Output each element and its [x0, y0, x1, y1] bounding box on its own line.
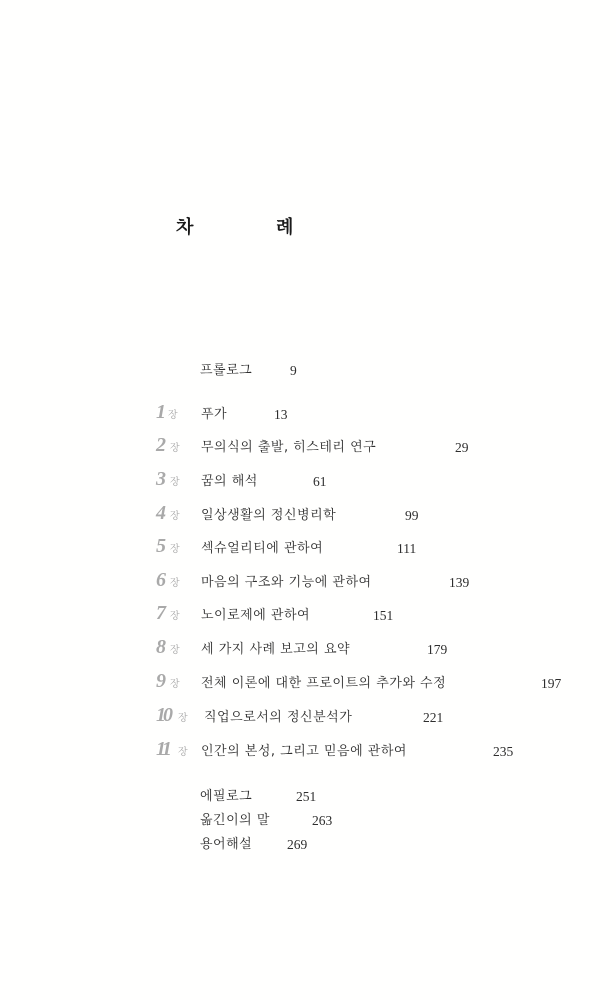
chapter-suffix: 장 — [170, 578, 180, 589]
toc-chapter-6[interactable] — [156, 569, 596, 594]
toc-chapter-8[interactable] — [156, 636, 596, 661]
chapter-page: 197 — [541, 676, 562, 691]
chapter-title: 직업으로서의 정신분석가 — [204, 710, 353, 725]
chapter-suffix: 장 — [170, 443, 180, 454]
chapter-suffix: 장 — [170, 611, 180, 622]
chapter-number: 7 — [156, 602, 164, 624]
toc-entry-page: 9 — [290, 363, 297, 378]
chapter-number: 5 — [156, 535, 164, 557]
toc-prologue[interactable] — [200, 360, 580, 382]
toc-chapter-2[interactable] — [156, 434, 596, 459]
toc-entry-label: 프롤로그 — [200, 363, 253, 378]
chapter-number: 3 — [156, 468, 164, 490]
chapter-suffix: 장 — [170, 511, 180, 522]
chapter-page: 13 — [274, 407, 288, 422]
toc-entry-page: 263 — [312, 813, 333, 828]
chapter-title: 마음의 구조와 기능에 관하여 — [201, 575, 372, 590]
chapter-number: 10 — [156, 704, 170, 726]
toc-chapter-7[interactable] — [156, 602, 596, 627]
toc-chapter-3[interactable] — [156, 468, 596, 493]
chapter-suffix: 장 — [170, 544, 180, 555]
title-char-1: 차 — [176, 217, 194, 238]
toc-entry-label: 에필로그 — [200, 789, 253, 804]
chapter-title: 푸가 — [201, 407, 228, 422]
chapter-page: 99 — [405, 508, 419, 523]
chapter-page: 139 — [449, 575, 470, 590]
toc-chapter-1[interactable] — [156, 401, 596, 426]
chapter-title: 무의식의 출발, 히스테리 연구 — [201, 440, 377, 455]
toc-translator-note[interactable] — [200, 810, 580, 832]
chapter-number: 6 — [156, 569, 164, 591]
chapter-page: 61 — [313, 474, 327, 489]
chapter-title: 세 가지 사례 보고의 요약 — [201, 642, 351, 657]
chapter-suffix: 장 — [178, 713, 188, 724]
page-title — [176, 213, 316, 243]
title-char-2: 례 — [276, 217, 294, 238]
chapter-suffix: 장 — [168, 410, 178, 421]
chapter-page: 29 — [455, 440, 469, 455]
chapter-page: 179 — [427, 642, 448, 657]
toc-chapter-10[interactable] — [156, 704, 596, 729]
toc-entry-page: 269 — [287, 837, 308, 852]
toc-chapter-11[interactable] — [156, 738, 596, 763]
chapter-title: 꿈의 해석 — [201, 474, 258, 489]
chapter-number: 11 — [156, 738, 169, 760]
chapter-title: 일상생활의 정신병리학 — [201, 508, 337, 523]
chapter-suffix: 장 — [170, 477, 180, 488]
chapter-suffix: 장 — [178, 747, 188, 758]
chapter-page: 151 — [373, 608, 394, 623]
chapter-title: 섹슈얼리티에 관하여 — [201, 541, 324, 556]
toc-entry-label: 용어해설 — [200, 837, 253, 852]
toc-glossary[interactable] — [200, 834, 580, 856]
chapter-title: 인간의 본성, 그리고 믿음에 관하여 — [201, 744, 407, 759]
toc-entry-page: 251 — [296, 789, 317, 804]
chapter-page: 235 — [493, 744, 514, 759]
chapter-title: 전체 이론에 대한 프로이트의 추가와 수정 — [201, 676, 447, 691]
toc-epilogue[interactable] — [200, 786, 580, 808]
chapter-suffix: 장 — [170, 679, 180, 690]
chapter-suffix: 장 — [170, 645, 180, 656]
chapter-number: 8 — [156, 636, 164, 658]
toc-entry-label: 옮긴이의 말 — [200, 813, 270, 828]
chapter-number: 2 — [156, 434, 164, 456]
chapter-number: 4 — [156, 502, 164, 524]
toc-chapter-9[interactable] — [156, 670, 596, 695]
toc-chapter-5[interactable] — [156, 535, 596, 560]
chapter-number: 1 — [156, 401, 164, 423]
chapter-page: 111 — [397, 541, 417, 556]
chapter-page: 221 — [423, 710, 444, 725]
chapter-title: 노이로제에 관하여 — [201, 608, 311, 623]
chapter-number: 9 — [156, 670, 164, 692]
toc-chapter-4[interactable] — [156, 502, 596, 527]
